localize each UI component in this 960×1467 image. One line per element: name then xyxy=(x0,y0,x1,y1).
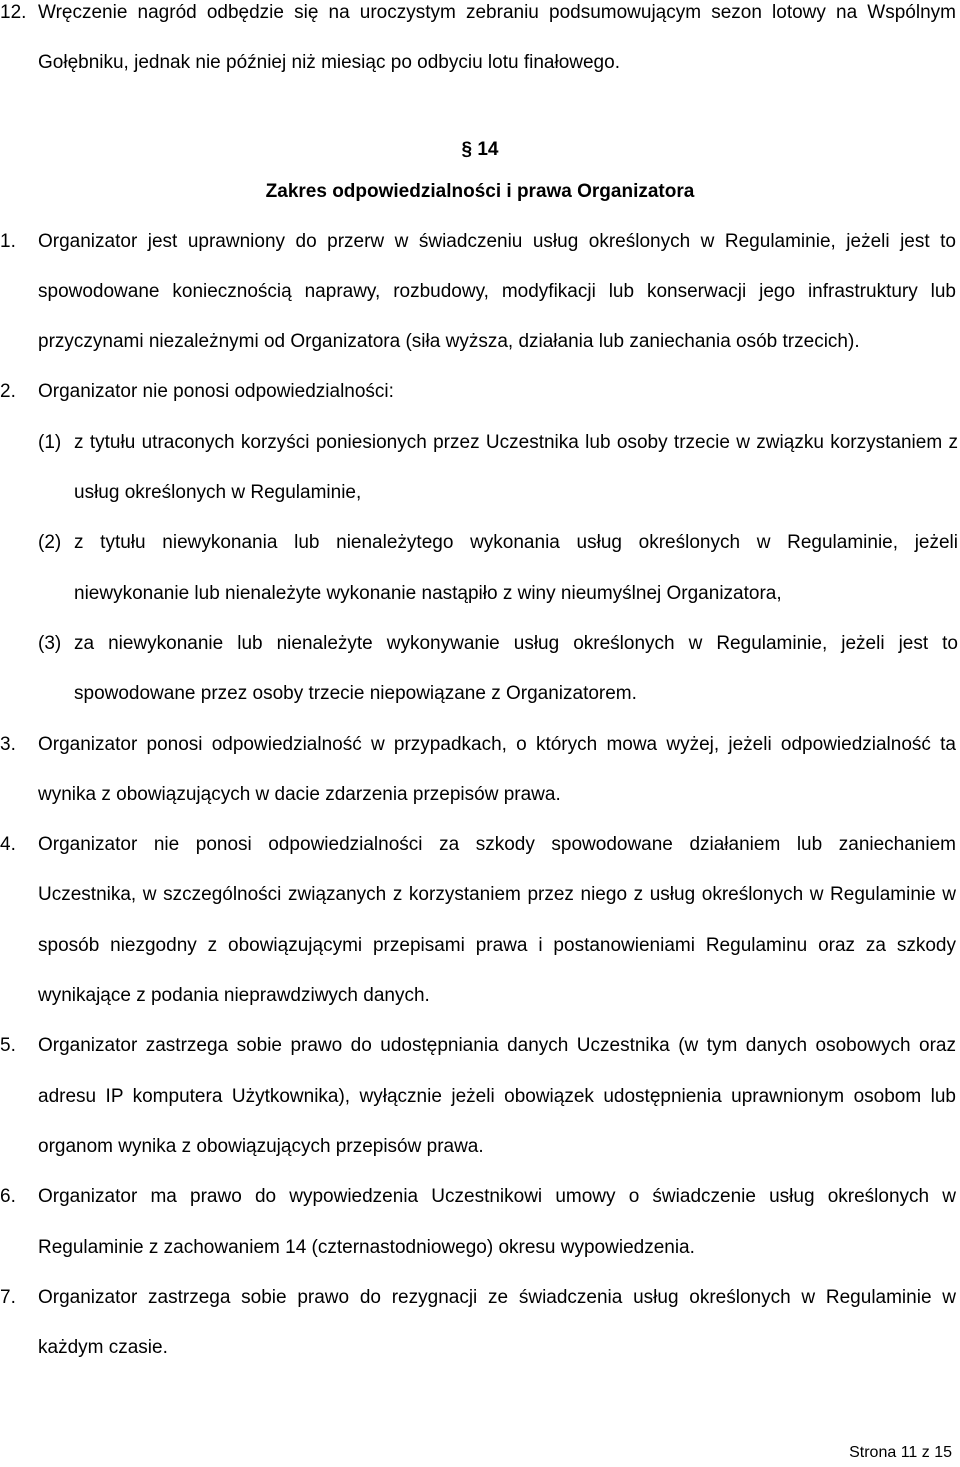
subitem-1 xyxy=(0,418,960,519)
item-2-sublist xyxy=(0,418,960,720)
item-4 xyxy=(0,820,960,1021)
item-number: 6. xyxy=(0,1186,16,1208)
subitem-text: z tytułu niewykonania lub nienależytego wykonania usług określonych w Regulaminie, jeżeli niewykonanie lub nienależyte wykonanie nastąpiło z winy nieumyślnej Organizatora, xyxy=(74,532,958,604)
item-number: 2. xyxy=(0,381,16,403)
subitem-number: (1) xyxy=(38,431,62,453)
item-text: Organizator jest uprawniony do przerw w świadczeniu usług określonych w Regulaminie, jeżeli jest to spowodowane koniecznością naprawy, rozbudowy, modyfikacji lub konserwacji jego infrastruktury lub przyczynami niezależnymi od Organizatora (siła wyższa, działania lub zaniechania osób trzecich). xyxy=(38,230,956,353)
item-number: 7. xyxy=(0,1286,16,1308)
section-heading xyxy=(0,89,960,217)
item-1 xyxy=(0,217,960,368)
item-5 xyxy=(0,1021,960,1172)
item-7 xyxy=(0,1273,960,1374)
item-3 xyxy=(0,720,960,821)
section-title: Zakres odpowiedzialności i prawa Organizatora xyxy=(265,180,695,202)
item-number: 1. xyxy=(0,230,16,252)
item-number: 12. xyxy=(0,2,27,23)
subitem-number: (2) xyxy=(38,532,62,554)
item-12 xyxy=(0,0,960,89)
section-number: § 14 xyxy=(461,138,499,160)
item-text: Wręczenie nagród odbędzie się na uroczystym zebraniu podsumowującym sezon lotowy na Wspólnym Gołębniku, jednak nie później niż miesiąc po odbyciu lotu finałowego. xyxy=(38,2,956,74)
subitem-2 xyxy=(0,518,960,619)
item-text: Organizator ma prawo do wypowiedzenia Uczestnikowi umowy o świadczenie usług określonych w Regulaminie z zachowaniem 14 (czternastodniowego) okresu wypowiedzenia. xyxy=(38,1186,956,1258)
subitem-number: (3) xyxy=(38,632,62,654)
item-number: 3. xyxy=(0,733,16,755)
item-text: Organizator nie ponosi odpowiedzialności: xyxy=(38,381,394,403)
item-number: 5. xyxy=(0,1035,16,1057)
item-text: Organizator zastrzega sobie prawo do udostępniania danych Uczestnika (w tym danych osobowych oraz adresu IP komputera Użytkownika), wyłącznie jeżeli obowiązek udostępnienia uprawnionym osobom lub organom wynika z obowiązujących przepisów prawa. xyxy=(38,1035,956,1157)
item-text: Organizator ponosi odpowiedzialność w przypadkach, o których mowa wyżej, jeżeli odpowiedzialność ta wynika z obowiązujących w dacie zdarzenia przepisów prawa. xyxy=(38,733,956,805)
item-number: 4. xyxy=(0,834,16,856)
subitem-text: za niewykonanie lub nienależyte wykonywanie usług określonych w Regulaminie, jeżeli jest to spowodowane przez osoby trzecie niepowiązane z Organizatorem. xyxy=(74,632,958,705)
subitem-text: z tytułu utraconych korzyści poniesionych przez Uczestnika lub osoby trzecie w związku korzystaniem z usług określonych w Regulaminie, xyxy=(74,431,958,504)
page-number: Strona 11 z 15 xyxy=(849,1444,952,1461)
item-6 xyxy=(0,1172,960,1273)
subitem-3 xyxy=(0,619,960,720)
item-text: Organizator nie ponosi odpowiedzialności za szkody spowodowane działaniem lub zaniechaniem Uczestnika, w szczególności związanych z korzystaniem przez niego z usług określonych w Regulaminie w sposób niezgodny z obowiązującymi przepisami prawa i postanowieniami Regulaminu oraz za szkody wynikające z podania nieprawdziwych danych. xyxy=(38,834,956,1007)
item-text: Organizator zastrzega sobie prawo do rezygnacji ze świadczenia usług określonych w Regulaminie w każdym czasie. xyxy=(38,1286,956,1359)
item-2 xyxy=(0,367,960,417)
